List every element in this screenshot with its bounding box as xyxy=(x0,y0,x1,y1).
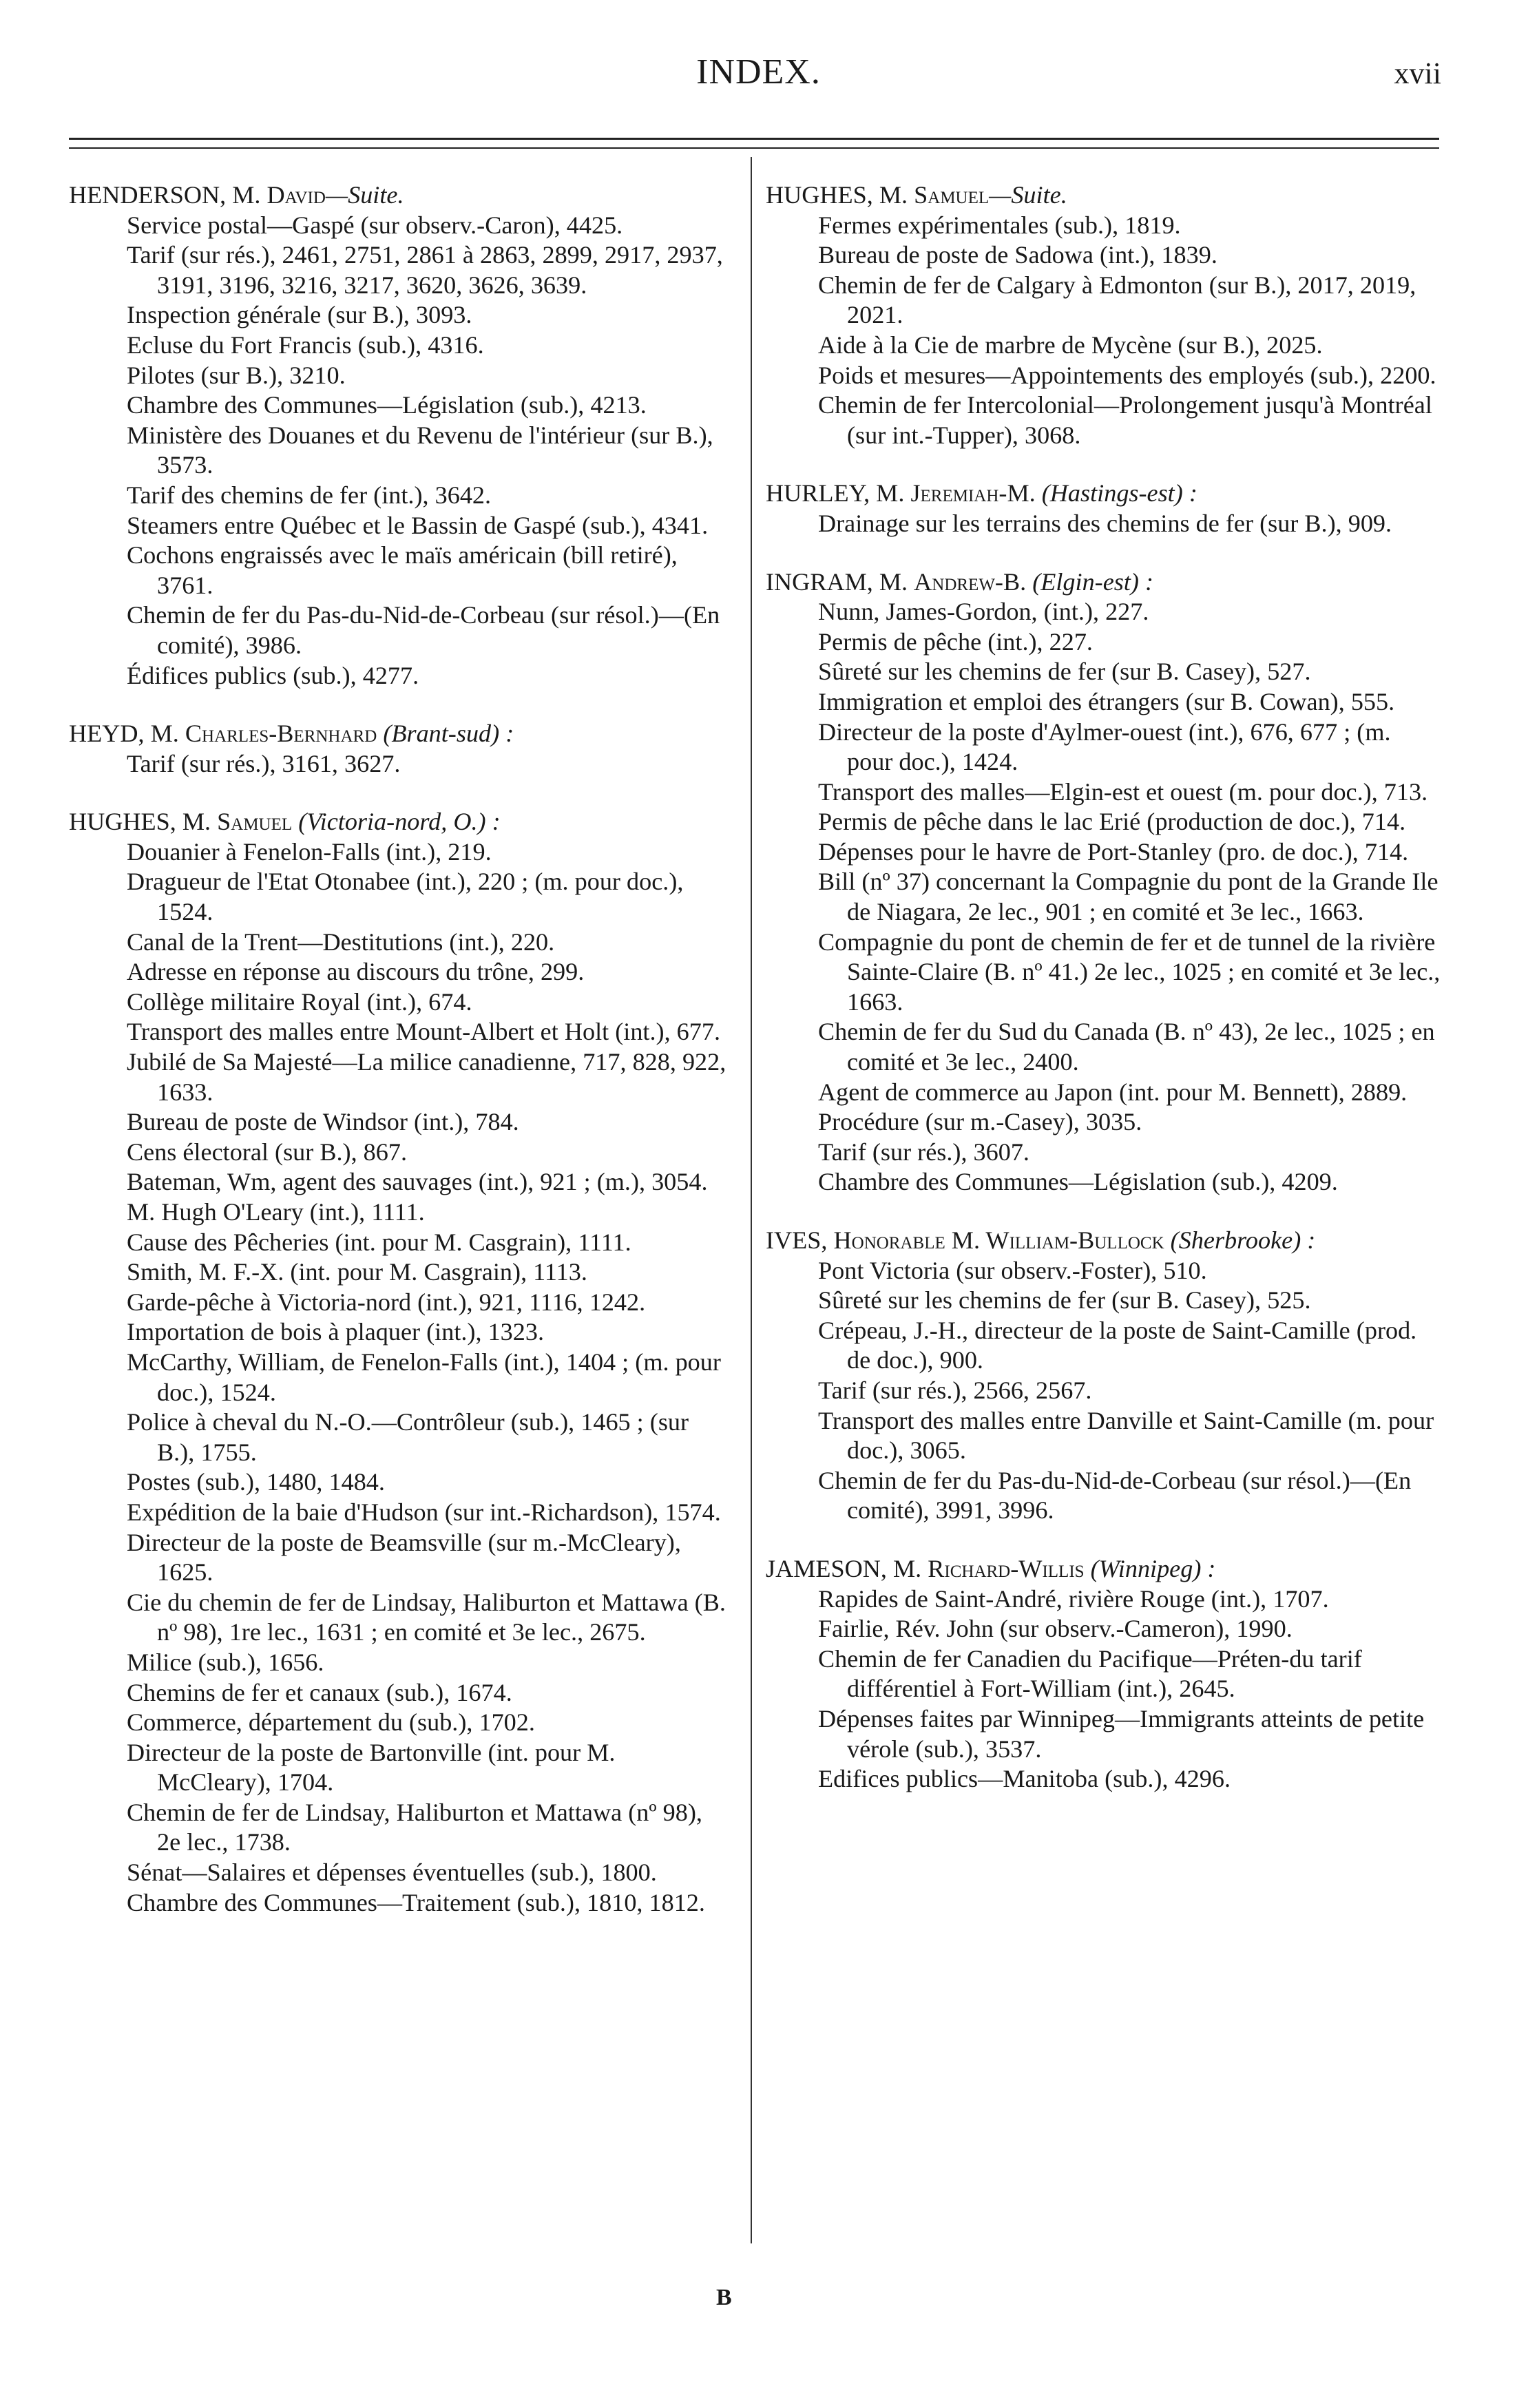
index-entry xyxy=(69,719,726,779)
index-item: Tarif (sur rés.), 3607. xyxy=(818,1138,1029,1166)
entry-title: David xyxy=(266,181,326,209)
index-item: Bateman, Wm, agent des sauvages (int.), 921 ; (m.), 3054. xyxy=(127,1168,708,1196)
index-item: McCarthy, William, de Fenelon-Falls (int.), 1404 ; (m. pour doc.), 1524. xyxy=(127,1348,721,1406)
index-item: Service postal—Gaspé (sur observ.-Caron), 4425. xyxy=(127,211,623,239)
index-item: Agent de commerce au Japon (int. pour M. Bennett), 2889. xyxy=(818,1078,1408,1106)
index-item: Crépeau, J.-H., directeur de la poste de Saint-Camille (prod. de doc.), 900. xyxy=(818,1316,1417,1374)
left-column xyxy=(69,180,726,1946)
entry-riding: (Hastings-est) : xyxy=(1035,479,1197,507)
index-item: Importation de bois à plaquer (int.), 1323. xyxy=(127,1318,544,1346)
index-entry xyxy=(766,180,1441,450)
entry-title: Jeremiah-M. xyxy=(910,479,1036,507)
page-number: xvii xyxy=(1394,56,1441,90)
entry-heading xyxy=(766,180,1441,211)
index-item: Chemin de fer de Calgary à Edmonton (sur B.), 2017, 2019, 2021. xyxy=(818,271,1416,329)
index-item: Aide à la Cie de marbre de Mycène (sur B.), 2025. xyxy=(818,331,1323,359)
index-item: Pilotes (sur B.), 3210. xyxy=(127,361,346,389)
entry-riding: —Suite. xyxy=(989,181,1067,209)
index-item: Directeur de la poste de Bartonville (int. pour M. McCleary), 1704. xyxy=(127,1738,616,1797)
index-entry xyxy=(766,479,1441,538)
index-item: Tarif (sur rés.), 3161, 3627. xyxy=(127,749,401,777)
index-item: Permis de pêche (int.), 227. xyxy=(818,627,1093,656)
index-entry xyxy=(69,807,726,1918)
index-item: Police à cheval du N.-O.—Contrôleur (sub.), 1465 ; (sur B.), 1755. xyxy=(127,1408,689,1466)
index-entry xyxy=(766,1226,1441,1526)
index-item: Transport des malles—Elgin-est et ouest (m. pour doc.), 713. xyxy=(818,777,1428,806)
entry-name: HURLEY, M. xyxy=(766,479,911,507)
entry-title: Samuel xyxy=(217,808,293,836)
index-item: Ecluse du Fort Francis (sub.), 4316. xyxy=(127,331,484,359)
entry-riding: (Sherbrooke) : xyxy=(1164,1226,1316,1254)
index-item: Compagnie du pont de chemin de fer et de tunnel de la rivière Sainte-Claire (B. nº 41.) 2e lec., 1025 ; en comité et 3e lec., 1663. xyxy=(818,928,1441,1016)
entry-heading xyxy=(766,479,1441,509)
entry-name: JAMESON, M. xyxy=(766,1554,928,1582)
index-item: Chemins de fer et canaux (sub.), 1674. xyxy=(127,1678,512,1706)
index-item: Bill (nº 37) concernant la Compagnie du pont de la Grande Ile de Niagara, 2e lec., 901 ; en comité et 3e lec., 1663. xyxy=(818,868,1438,926)
entry-riding: —Suite. xyxy=(325,181,404,209)
entry-name: HUGHES, M. xyxy=(69,808,218,836)
index-item: Dépenses pour le havre de Port-Stanley (pro. de doc.), 714. xyxy=(818,837,1409,866)
entry-heading xyxy=(766,1554,1441,1584)
entry-title: Charles-Bernhard xyxy=(185,720,377,748)
index-item: Fairlie, Rév. John (sur observ.-Cameron), 1990. xyxy=(818,1615,1293,1643)
entry-heading xyxy=(69,719,726,749)
entry-name: INGRAM, M. xyxy=(766,567,914,596)
index-entry xyxy=(766,1554,1441,1794)
index-item: Tarif des chemins de fer (int.), 3642. xyxy=(127,481,492,509)
index-item: Permis de pêche dans le lac Erié (production de doc.), 714. xyxy=(818,808,1406,836)
index-item: Bureau de poste de Windsor (int.), 784. xyxy=(127,1108,519,1136)
index-item: Tarif (sur rés.), 2566, 2567. xyxy=(818,1376,1092,1404)
index-item: Adresse en réponse au discours du trône, 299. xyxy=(127,958,585,986)
page-header xyxy=(0,52,1517,114)
entry-title: Richard-Willis xyxy=(928,1554,1085,1582)
index-item: Procédure (sur m.-Casey), 3035. xyxy=(818,1108,1142,1136)
entry-title: Andrew-B. xyxy=(914,567,1027,596)
index-item: Dépenses faites par Winnipeg—Immigrants atteints de petite vérole (sub.), 3537. xyxy=(818,1704,1425,1763)
entry-heading xyxy=(69,180,726,211)
index-item: Cause des Pêcheries (int. pour M. Casgrain), 1111. xyxy=(127,1228,631,1256)
index-item: Expédition de la baie d'Hudson (sur int.-Richardson), 1574. xyxy=(127,1498,721,1526)
page-title: INDEX. xyxy=(696,52,821,92)
entry-riding: (Elgin-est) : xyxy=(1026,567,1154,596)
index-item: Chambre des Communes—Traitement (sub.), 1810, 1812. xyxy=(127,1888,705,1916)
index-item: Pont Victoria (sur observ.-Foster), 510. xyxy=(818,1256,1207,1284)
index-item: Bureau de poste de Sadowa (int.), 1839. xyxy=(818,241,1217,269)
header-rule-thin xyxy=(69,147,1439,149)
index-item: Chemin de fer Canadien du Pacifique—Préten-du tarif différentiel à Fort-William (int.), 2645. xyxy=(818,1644,1362,1703)
index-item: Postes (sub.), 1480, 1484. xyxy=(127,1468,385,1496)
index-item: Directeur de la poste d'Aylmer-ouest (int.), 676, 677 ; (m. pour doc.), 1424. xyxy=(818,718,1391,776)
signature-mark: B xyxy=(716,2285,732,2310)
index-item: Collège militaire Royal (int.), 674. xyxy=(127,987,472,1016)
index-entry xyxy=(766,567,1441,1197)
entry-name: HEYD, M. xyxy=(69,720,185,748)
column-divider xyxy=(751,157,752,2243)
index-item: Cens électoral (sur B.), 867. xyxy=(127,1138,408,1166)
index-item: Ministère des Douanes et du Revenu de l'intérieur (sur B.), 3573. xyxy=(127,421,713,479)
index-item: Immigration et emploi des étrangers (sur B. Cowan), 555. xyxy=(818,687,1395,715)
entry-riding: (Victoria-nord, O.) : xyxy=(292,808,501,836)
index-item: Canal de la Trent—Destitutions (int.), 220. xyxy=(127,928,555,956)
entry-riding: (Brant-sud) : xyxy=(377,720,514,748)
index-item: Chemin de fer Intercolonial—Prolongement jusqu'à Montréal (sur int.-Tupper), 3068. xyxy=(818,391,1432,449)
index-item: Milice (sub.), 1656. xyxy=(127,1648,324,1676)
index-item: Sénat—Salaires et dépenses éventuelles (sub.), 1800. xyxy=(127,1859,657,1887)
header-rule xyxy=(69,138,1439,140)
index-item: Directeur de la poste de Beamsville (sur m.-McCleary), 1625. xyxy=(127,1528,681,1587)
index-item: Chemin de fer du Pas-du-Nid-de-Corbeau (sur résol.)—(En comité), 3986. xyxy=(127,601,720,659)
index-entry xyxy=(69,180,726,691)
index-item: Cochons engraissés avec le maïs américain (bill retiré), 3761. xyxy=(127,541,678,599)
index-item: Transport des malles entre Danville et Saint-Camille (m. pour doc.), 3065. xyxy=(818,1406,1434,1465)
index-item: Edifices publics—Manitoba (sub.), 4296. xyxy=(818,1765,1231,1793)
right-column xyxy=(766,180,1441,1823)
index-item: Dragueur de l'Etat Otonabee (int.), 220 ; (m. pour doc.), 1524. xyxy=(127,868,684,926)
index-item: Steamers entre Québec et le Bassin de Gaspé (sub.), 4341. xyxy=(127,511,709,539)
entry-heading xyxy=(766,567,1441,598)
index-item: Sûreté sur les chemins de fer (sur B. Casey), 525. xyxy=(818,1286,1311,1315)
index-item: Tarif (sur rés.), 2461, 2751, 2861 à 2863, 2899, 2917, 2937, 3191, 3196, 3216, 3217, 3620, 3626, 3639. xyxy=(127,241,723,299)
index-item: Sûreté sur les chemins de fer (sur B. Casey), 527. xyxy=(818,658,1311,686)
index-item: Transport des malles entre Mount-Albert et Holt (int.), 677. xyxy=(127,1018,720,1046)
index-item: Inspection générale (sur B.), 3093. xyxy=(127,301,472,329)
entry-heading xyxy=(766,1226,1441,1256)
entry-name: IVES, xyxy=(766,1226,834,1254)
entry-riding: (Winnipeg) : xyxy=(1084,1554,1216,1582)
index-item: Rapides de Saint-André, rivière Rouge (int.), 1707. xyxy=(818,1584,1329,1613)
entry-name: HUGHES, M. xyxy=(766,181,914,209)
index-item: Chemin de fer du Pas-du-Nid-de-Corbeau (sur résol.)—(En comité), 3991, 3996. xyxy=(818,1466,1412,1525)
index-item: Chambre des Communes—Législation (sub.), 4209. xyxy=(818,1168,1338,1196)
index-item: Nunn, James-Gordon, (int.), 227. xyxy=(818,598,1149,626)
entry-name: HENDERSON, M. xyxy=(69,181,267,209)
index-item: Smith, M. F.-X. (int. pour M. Casgrain), 1113. xyxy=(127,1258,587,1286)
index-item: Cie du chemin de fer de Lindsay, Haliburton et Mattawa (B. nº 98), 1re lec., 1631 ; en comité et 3e lec., 2675. xyxy=(127,1588,726,1646)
entry-title: Honorable M. William-Bullock xyxy=(833,1226,1164,1254)
entry-title: Samuel xyxy=(914,181,990,209)
index-item: Édifices publics (sub.), 4277. xyxy=(127,661,419,689)
index-item: Drainage sur les terrains des chemins de fer (sur B.), 909. xyxy=(818,509,1392,537)
index-item: Jubilé de Sa Majesté—La milice canadienne, 717, 828, 922, 1633. xyxy=(127,1048,726,1106)
index-item: Fermes expérimentales (sub.), 1819. xyxy=(818,211,1181,239)
index-item: M. Hugh O'Leary (int.), 1111. xyxy=(127,1198,425,1226)
entry-heading xyxy=(69,807,726,837)
index-item: Poids et mesures—Appointements des employés (sub.), 2200. xyxy=(818,361,1436,389)
index-item: Garde-pêche à Victoria-nord (int.), 921, 1116, 1242. xyxy=(127,1288,646,1316)
index-item: Chemin de fer du Sud du Canada (B. nº 43), 2e lec., 1025 ; en comité et 3e lec., 2400. xyxy=(818,1018,1435,1076)
index-item: Commerce, département du (sub.), 1702. xyxy=(127,1708,535,1737)
index-item: Chambre des Communes—Législation (sub.), 4213. xyxy=(127,391,647,419)
index-item: Chemin de fer de Lindsay, Haliburton et Mattawa (nº 98), 2e lec., 1738. xyxy=(127,1798,702,1856)
index-item: Douanier à Fenelon-Falls (int.), 219. xyxy=(127,837,492,866)
